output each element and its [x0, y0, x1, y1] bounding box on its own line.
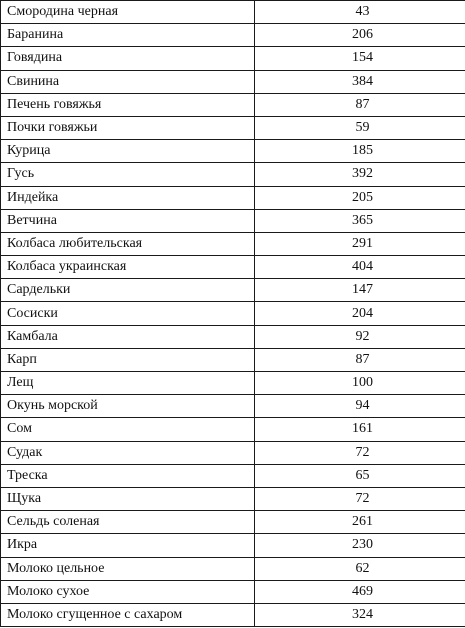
food-name-cell: Колбаса любительская — [1, 232, 255, 255]
food-name-cell: Ветчина — [1, 209, 255, 232]
table-row — [1, 557, 465, 580]
food-name-cell: Индейка — [1, 186, 255, 209]
food-name-cell: Треска — [1, 464, 255, 487]
table-row — [1, 325, 465, 348]
food-value-cell: 365 — [255, 209, 465, 232]
table-row — [1, 464, 465, 487]
food-name-cell: Говядина — [1, 47, 255, 70]
food-value-cell: 404 — [255, 256, 465, 279]
food-value-cell: 204 — [255, 302, 465, 325]
table-row — [1, 163, 465, 186]
food-value-cell: 230 — [255, 534, 465, 557]
table-row — [1, 70, 465, 93]
food-name-cell: Почки говяжьи — [1, 116, 255, 139]
table-row — [1, 232, 465, 255]
food-value-cell: 154 — [255, 47, 465, 70]
table-row — [1, 348, 465, 371]
food-name-cell: Сельдь соленая — [1, 511, 255, 534]
table-row — [1, 116, 465, 139]
food-value-cell: 205 — [255, 186, 465, 209]
food-value-cell: 469 — [255, 580, 465, 603]
food-value-cell: 43 — [255, 1, 465, 24]
table-row — [1, 279, 465, 302]
food-name-cell: Сом — [1, 418, 255, 441]
food-name-cell: Гусь — [1, 163, 255, 186]
food-value-cell: 72 — [255, 441, 465, 464]
table-row — [1, 302, 465, 325]
food-value-cell: 384 — [255, 70, 465, 93]
food-value-cell: 94 — [255, 395, 465, 418]
table-row — [1, 256, 465, 279]
table-row — [1, 441, 465, 464]
food-name-cell: Окунь морской — [1, 395, 255, 418]
table-row — [1, 209, 465, 232]
food-name-cell: Икра — [1, 534, 255, 557]
food-value-cell: 161 — [255, 418, 465, 441]
table-row — [1, 47, 465, 70]
table-row — [1, 186, 465, 209]
food-name-cell: Щука — [1, 487, 255, 510]
table-row — [1, 395, 465, 418]
food-name-cell: Молоко цельное — [1, 557, 255, 580]
food-name-cell: Камбала — [1, 325, 255, 348]
food-value-cell: 87 — [255, 93, 465, 116]
food-name-cell: Свинина — [1, 70, 255, 93]
food-value-cell: 291 — [255, 232, 465, 255]
food-value-cell: 87 — [255, 348, 465, 371]
table-row — [1, 93, 465, 116]
food-name-cell: Судак — [1, 441, 255, 464]
table-row — [1, 580, 465, 603]
food-value-cell: 147 — [255, 279, 465, 302]
table-row — [1, 24, 465, 47]
table-row — [1, 372, 465, 395]
food-value-cell: 206 — [255, 24, 465, 47]
food-name-cell: Баранина — [1, 24, 255, 47]
food-value-cell: 392 — [255, 163, 465, 186]
food-value-cell: 100 — [255, 372, 465, 395]
table-row — [1, 534, 465, 557]
food-value-cell: 92 — [255, 325, 465, 348]
table-row — [1, 603, 465, 626]
food-name-cell: Сосиски — [1, 302, 255, 325]
food-name-cell: Карп — [1, 348, 255, 371]
table-row — [1, 1, 465, 24]
food-value-cell: 324 — [255, 603, 465, 626]
food-value-cell: 72 — [255, 487, 465, 510]
food-name-cell: Печень говяжья — [1, 93, 255, 116]
food-name-cell: Молоко сгущенное с сахаром — [1, 603, 255, 626]
table-row — [1, 140, 465, 163]
table-body — [1, 1, 465, 627]
food-name-cell: Сардельки — [1, 279, 255, 302]
food-name-cell: Смородина черная — [1, 1, 255, 24]
food-name-cell: Курица — [1, 140, 255, 163]
food-value-cell: 261 — [255, 511, 465, 534]
food-name-cell: Лещ — [1, 372, 255, 395]
food-name-cell: Колбаса украинская — [1, 256, 255, 279]
food-value-cell: 62 — [255, 557, 465, 580]
food-value-cell: 59 — [255, 116, 465, 139]
food-value-cell: 185 — [255, 140, 465, 163]
table-row — [1, 487, 465, 510]
table-row — [1, 511, 465, 534]
table-row — [1, 418, 465, 441]
food-name-cell: Молоко сухое — [1, 580, 255, 603]
food-value-cell: 65 — [255, 464, 465, 487]
